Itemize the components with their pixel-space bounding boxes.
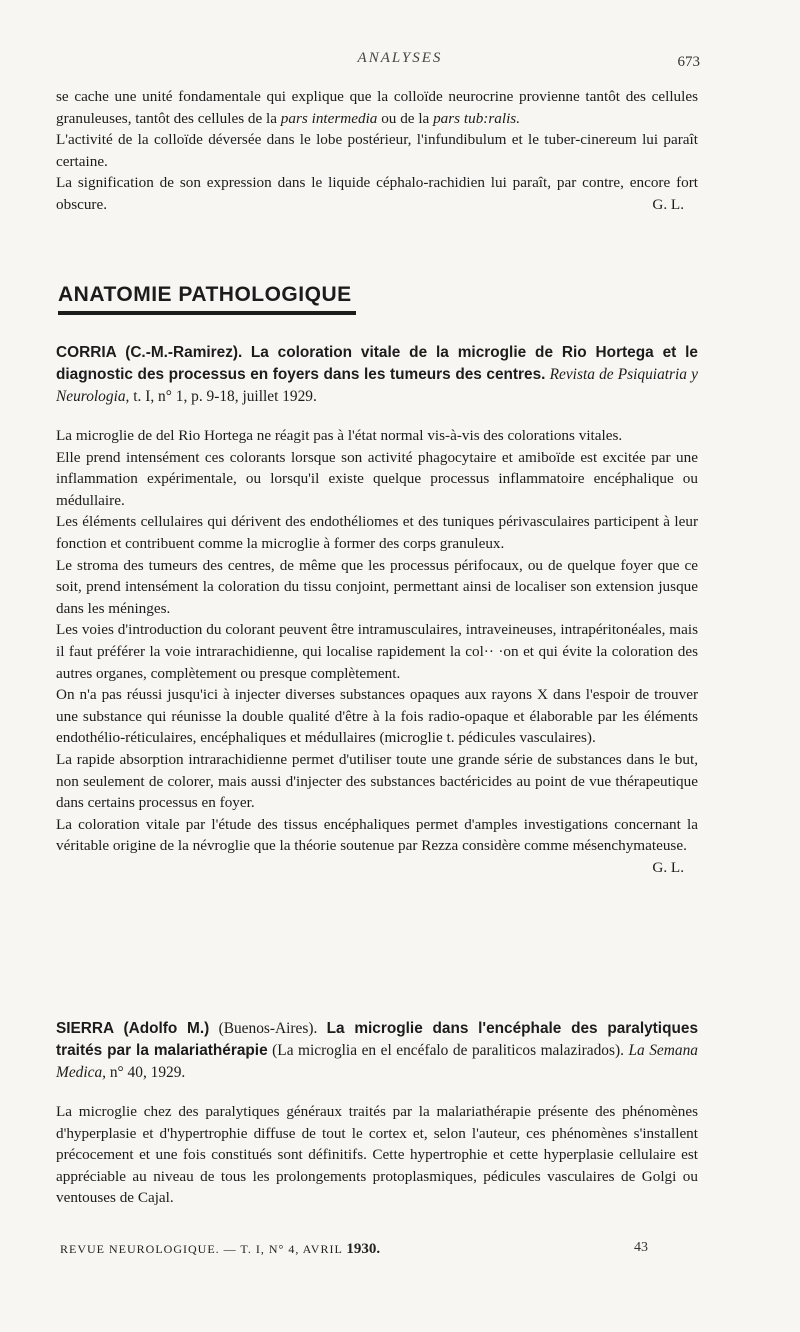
body-paragraph — [56, 425, 698, 447]
journal-reference: t. I, n° 1, p. 9-18, juillet 1929. — [133, 388, 317, 405]
author-place: (Buenos-Aires). — [218, 1020, 318, 1037]
signature: G. L. — [652, 195, 684, 213]
page-number: 673 — [677, 54, 700, 70]
article-title: La coloration vitale de la microglie de Rio Hortega et le diagnostic des processus en foyers dans les tumeurs des centres. — [56, 344, 698, 383]
paragraph-text: Les voies d'introduction du colorant peuvent être intramusculaires, intraveineuses, intrapéritonéales, mais il faut préférer la voie intrarachidienne, qui localise rapidement la col·· ·on et qui évite la coloration des autres organes, complètement ou presque complètement. — [56, 621, 698, 682]
body-paragraph — [56, 749, 698, 814]
body-paragraph — [56, 511, 698, 554]
journal-name: Revista de Psiquiatria y Neurologia, — [56, 366, 698, 405]
intro-paragraph-2: L'activité de la colloïde déversée dans le lobe postérieur, l'infundibulum et le tuber-cinereum lui paraît certaine. — [56, 131, 698, 170]
body-paragraph — [56, 555, 698, 620]
body-paragraph — [56, 619, 698, 684]
author-name: SIERRA — [56, 1020, 115, 1037]
entry-header — [56, 1018, 698, 1084]
page-footer — [60, 1241, 660, 1258]
intro-italic-term: pars tub:ralis. — [433, 109, 520, 127]
intro-text: se cache une unité fondamentale qui explique que la colloïde neurocrine provienne tantôt des cellules granuleuses, tantôt des cellules de la — [56, 88, 698, 127]
intro-text: La signification de son expression dans le liquide céphalo-rachidien lui paraît, par contre, encore fort obscure. — [56, 174, 698, 213]
signature: G. L. — [652, 858, 684, 876]
paragraph-text: Les éléments cellulaires qui dérivent des endothéliomes et des tuniques périvasculaires participent à leur fonction et contribuent comme la microglie à former des corps granuleux. — [56, 513, 698, 552]
paragraph-text: La microglie chez des paralytiques généraux traités par la malariathérapie présente des phénomènes d'hyperplasie et d'hypertrophie diffuse de tout le cortex et, selon l'auteur, ces phénomènes s'installent précocement et une fois constitués sont définitifs. Cette hypertrophie et cette hyperplasie cellulaire est appréciable au niveau de tous les prolongements protoplasmiques, pédicules vasculaires de Golgi ou ventouses de Cajal. — [56, 1103, 698, 1207]
sheet-number: 43 — [634, 1240, 648, 1255]
article-title: La microglie dans l'encéphale des paralytiques traités par la malariathérapie — [56, 1020, 699, 1059]
intro-paragraph-3 — [56, 172, 698, 215]
intro-text: ou de la — [381, 109, 430, 127]
section-rule — [58, 311, 356, 315]
body-paragraph — [56, 1101, 698, 1209]
paragraph-text: Le stroma des tumeurs des centres, de même que les processus périfocaux, ou de quelque foyer que ce soit, prend intensément la coloration du tissu conjoint, permettant ainsi de localiser son extension jusque dans les méninges. — [56, 556, 698, 617]
entry-sierra — [56, 1018, 698, 1209]
body-paragraph — [56, 447, 698, 512]
body-paragraph — [56, 684, 698, 749]
entry-body — [56, 425, 698, 876]
author-name: CORRIA — [56, 344, 117, 361]
intro-block — [56, 86, 698, 216]
journal-reference: n° 40, 1929. — [109, 1064, 186, 1081]
author-initials: (C.-M.-Ramirez). — [125, 344, 243, 361]
intro-italic-term: pars intermedia — [280, 109, 378, 127]
intro-paragraph-1 — [56, 86, 698, 129]
paragraph-text: Elle prend intensément ces colorants lorsque son activité phagocytaire et amiboïde est excitée par une inflammation expérimentale, ou lorsqu'il existe quelque processus inflammatoire encéphalique ou médullaire. — [56, 448, 698, 509]
entry-corria — [56, 342, 698, 878]
paragraph-text: La rapide absorption intrarachidienne permet d'utiliser toute une grande série de substances dans le but, non seulement de colorer, mais aussi d'injecter des substances bactéricides au point de vue thérapeutique dans certains processus en foyer. — [56, 750, 698, 812]
author-initials: (Adolfo M.) — [123, 1020, 210, 1037]
footer-journal: REVUE NEUROLOGIQUE. — T. I, N° 4, AVRIL — [60, 1242, 343, 1256]
section-heading: ANATOMIE PATHOLOGIQUE — [58, 283, 352, 306]
paragraph-text: On n'a pas réussi jusqu'ici à injecter diverses substances opaques aux rayons X dans l'espoir de trouver une substance qui réunisse la double qualité d'être à la fois radio-opaque et élaborable par les éléments endothélio-réticulaires, encéphaliques et médullaires (microglie t. pédicules vasculaires). — [56, 686, 698, 747]
running-title: ANALYSES — [357, 50, 443, 66]
footer-year: 1930. — [346, 1241, 381, 1257]
original-title: (La microglia en el encéfalo de paraliticos malazirados). — [272, 1042, 624, 1059]
paragraph-text: La coloration vitale par l'étude des tissus encéphaliques permet d'amples investigations concernant la véritable origine de la névroglie que la théorie soutenue par Rezza considère comme mésenchymateuse. — [56, 815, 698, 855]
journal-name: La Semana Medica, — [56, 1042, 698, 1081]
entry-body — [56, 1101, 698, 1209]
body-paragraph — [56, 814, 698, 876]
paragraph-text: La microglie de del Rio Hortega ne réagit pas à l'état normal vis-à-vis des colorations vitales. — [56, 427, 623, 444]
entry-header — [56, 342, 698, 408]
